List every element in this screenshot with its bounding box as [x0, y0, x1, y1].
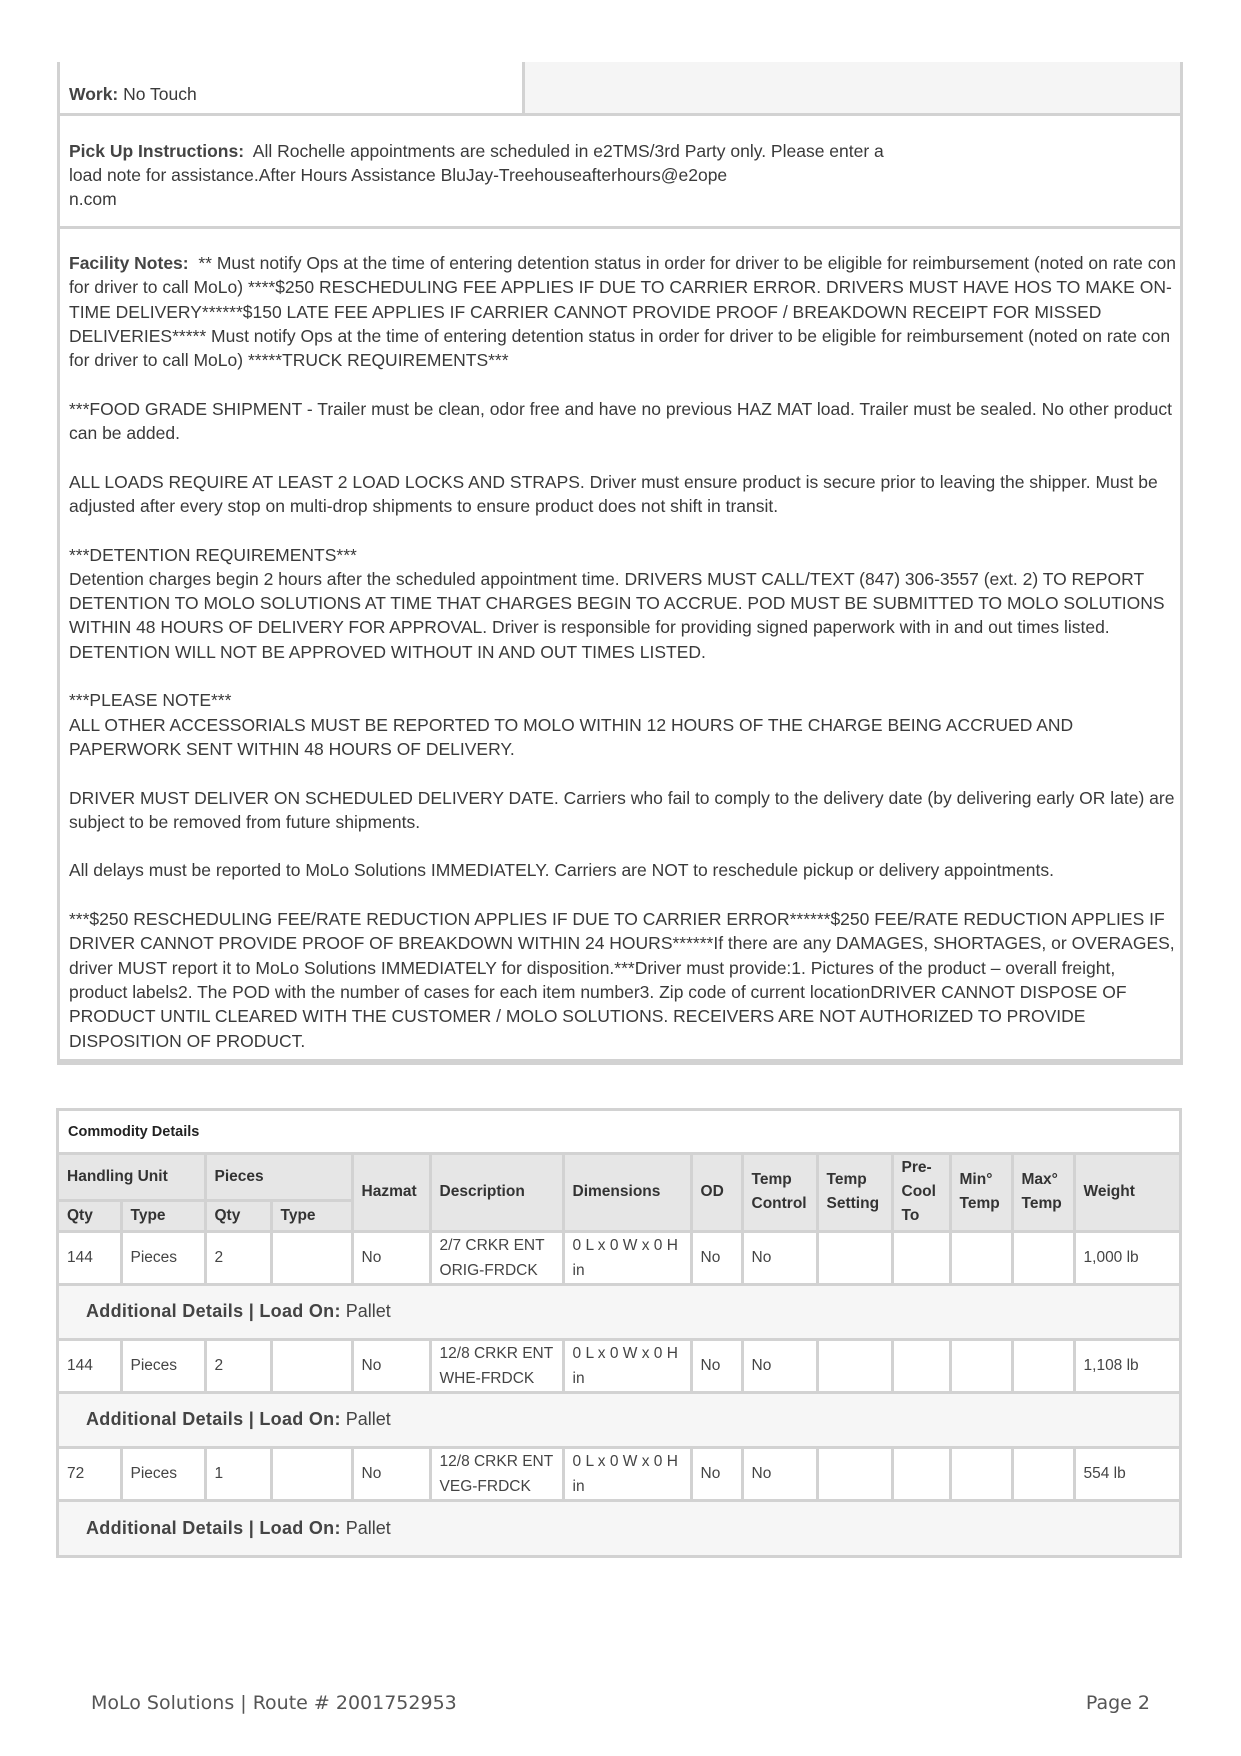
cell-pc-type: [271, 1339, 352, 1392]
cell-od: No: [691, 1447, 742, 1500]
col-handling-unit: Handling Unit: [59, 1155, 205, 1200]
commodity-table: [59, 1155, 1179, 1555]
load-on-value: Pallet: [345, 1517, 391, 1538]
col-od: OD: [691, 1155, 742, 1231]
additional-details-label: Additional Details | Load On:: [86, 1517, 341, 1538]
facility-notes: [60, 229, 1180, 1062]
empty-cell: [525, 62, 1180, 113]
cell-weight: 554 lb: [1074, 1447, 1179, 1500]
col-hu-type: Type: [121, 1200, 205, 1231]
table-row: [59, 1231, 1179, 1284]
additional-details: [59, 1284, 1179, 1339]
additional-details: [59, 1500, 1179, 1555]
cell-pc-type: [271, 1447, 352, 1500]
cell-pc-qty: 2: [205, 1339, 271, 1392]
col-pieces: Pieces: [205, 1155, 352, 1200]
page-number: Page 2: [1085, 1692, 1150, 1714]
cell-pc-qty: 1: [205, 1447, 271, 1500]
work-label: Work:: [69, 84, 119, 104]
col-weight: Weight: [1074, 1155, 1179, 1231]
cell-od: No: [691, 1231, 742, 1284]
facility-text-2: ***FOOD GRADE SHIPMENT - Trailer must be clean, odor free and have no previous HAZ MAT load. Trailer must be sealed. No other product can be added.: [69, 398, 1172, 444]
cell-precool: [892, 1231, 950, 1284]
cell-precool: [892, 1339, 950, 1392]
cell-weight: 1,108 lb: [1074, 1339, 1179, 1392]
cell-min-temp: [950, 1339, 1012, 1392]
cell-hazmat: No: [352, 1231, 430, 1284]
col-temp-control: Temp Control: [742, 1155, 817, 1231]
col-pc-type: Type: [271, 1200, 352, 1231]
col-precool: Pre-Cool To: [892, 1155, 950, 1231]
facility-text-7: All delays must be reported to MoLo Solutions IMMEDIATELY. Carriers are NOT to reschedule pickup or delivery appointments.: [69, 860, 1054, 881]
pickup-line-2: load note for assistance.After Hours Assistance BluJay-Treehouseafterhours@e2ope: [69, 165, 728, 185]
additional-details-row: [59, 1392, 1179, 1447]
facility-label: Facility Notes:: [69, 253, 189, 273]
cell-hazmat: No: [352, 1447, 430, 1500]
facility-text-4a: ***DETENTION REQUIREMENTS***: [69, 544, 357, 565]
col-max-temp: Max° Temp: [1012, 1155, 1074, 1231]
table-row: [59, 1339, 1179, 1392]
facility-text-6: DRIVER MUST DELIVER ON SCHEDULED DELIVERY DATE. Carriers who fail to comply to the delivery date (by delivering early OR late) are subject to be removed from future shipments.: [69, 787, 1175, 832]
cell-min-temp: [950, 1231, 1012, 1284]
pickup-label: Pick Up Instructions:: [69, 141, 245, 161]
col-temp-setting: Temp Setting: [817, 1155, 892, 1231]
cell-temp-setting: [817, 1339, 892, 1392]
cell-precool: [892, 1447, 950, 1500]
cell-hu-qty: 72: [59, 1447, 121, 1500]
cell-hu-qty: 144: [59, 1339, 121, 1392]
col-hazmat: Hazmat: [352, 1155, 430, 1231]
notes-box: [57, 62, 1183, 1065]
cell-hazmat: No: [352, 1339, 430, 1392]
col-description: Description: [430, 1155, 563, 1231]
work-row: [60, 62, 1180, 116]
additional-details-label: Additional Details | Load On:: [86, 1301, 341, 1321]
facility-text-8: ***$250 RESCHEDULING FEE/RATE REDUCTION APPLIES IF DUE TO CARRIER ERROR******$250 FEE/RATE REDUCTION APPLIES IF DRIVER CANNOT PROVIDE PROOF OF BREAKDOWN WITHIN 24 HOURS******If there are any DAMAGES, SHORTAGES, or OVERAGES, driver MUST report it to MoLo Solutions IMMEDIATELY for disposition.***Driver must provide:1. Pictures of the product – overall freight, product labels2. The POD with the number of cases for each item number3. Zip code of current locationDRIVER CANNOT DISPOSE OF PRODUCT UNTIL CLEARED WITH THE CUSTOMER / MOLO SOLUTIONS. RECEIVERS ARE NOT AUTHORIZED TO PROVIDE DISPOSITION OF PRODUCT.: [69, 909, 1175, 1051]
pickup-line-1: [69, 139, 1171, 163]
col-dimensions: Dimensions: [563, 1155, 691, 1231]
cell-weight: 1,000 lb: [1074, 1231, 1179, 1284]
cell-min-temp: [950, 1447, 1012, 1500]
cell-temp-control: No: [742, 1231, 817, 1284]
work-field: [60, 62, 525, 113]
commodity-details-panel: [56, 1108, 1182, 1558]
cell-hu-qty: 144: [59, 1231, 121, 1284]
cell-hu-type: Pieces: [121, 1231, 205, 1284]
facility-text-1: ** Must notify Ops at the time of entering detention status in order for driver to be eligible for reimbursement (noted on rate con for driver to call MoLo) ****$250 RESCHEDULING FEE APPLIES IF DUE TO CARRIER ERROR. DRIVERS MUST HAVE HOS TO MAKE ON-TIME DELIVERY******$150 LATE FEE APPLIES IF CARRIER CANNOT PROVIDE PROOF / BREAKDOWN RECEIPT FOR MISSED DELIVERIES***** Must notify Ops at the time of entering detention status in order for driver to be eligible for reimbursement (noted on rate con for driver to call MoLo) *****TRUCK REQUIREMENTS***: [69, 253, 1176, 371]
cell-temp-setting: [817, 1231, 892, 1284]
cell-description: 12/8 CRKR ENT WHE-FRDCK: [430, 1339, 563, 1392]
facility-text-4b: Detention charges begin 2 hours after the scheduled appointment time. DRIVERS MUST CALL/TEXT (847) 306-3557 (ext. 2) TO REPORT DETENTION TO MOLO SOLUTIONS AT TIME THAT CHARGES BEGIN TO ACCRUE. POD MUST BE SUBMITTED TO MOLO SOLUTIONS WITHIN 48 HOURS OF DELIVERY FOR APPROVAL. Driver is responsible for providing signed paperwork with in and out times listed. DETENTION WILL NOT BE APPROVED WITHOUT IN AND OUT TIMES LISTED.: [69, 568, 1165, 662]
pickup-instructions: [60, 116, 1180, 229]
additional-details-row: [59, 1500, 1179, 1555]
cell-hu-type: Pieces: [121, 1447, 205, 1500]
facility-text-3: ALL LOADS REQUIRE AT LEAST 2 LOAD LOCKS AND STRAPS. Driver must ensure product is secure prior to leaving the shipper. Must be adjusted after every stop on multi-drop shipments to ensure product does not shift in transit.: [69, 471, 1158, 516]
load-on-value: Pallet: [345, 1409, 391, 1429]
facility-text-5b: ALL OTHER ACCESSORIALS MUST BE REPORTED TO MOLO WITHIN 12 HOURS OF THE CHARGE BEING ACCRUED AND PAPERWORK SENT WITHIN 48 HOURS OF DELIVERY.: [69, 714, 1074, 759]
cell-max-temp: [1012, 1339, 1074, 1392]
cell-temp-control: No: [742, 1447, 817, 1500]
cell-max-temp: [1012, 1231, 1074, 1284]
footer-route: MoLo Solutions | Route # 2001752953: [91, 1692, 457, 1714]
cell-temp-control: No: [742, 1339, 817, 1392]
work-value: No Touch: [123, 84, 197, 104]
shipment-notes-panel: [57, 62, 1183, 1065]
header-row-1: [59, 1155, 1179, 1200]
cell-description: 12/8 CRKR ENT VEG-FRDCK: [430, 1447, 563, 1500]
additional-details-label: Additional Details | Load On:: [86, 1409, 341, 1429]
facility-text-5a: ***PLEASE NOTE***: [69, 690, 232, 711]
col-pc-qty: Qty: [205, 1200, 271, 1231]
cell-dimensions: 0 L x 0 W x 0 H in: [563, 1231, 691, 1284]
additional-details-row: [59, 1284, 1179, 1339]
cell-description: 2/7 CRKR ENT ORIG-FRDCK: [430, 1231, 563, 1284]
cell-dimensions: 0 L x 0 W x 0 H in: [563, 1339, 691, 1392]
cell-max-temp: [1012, 1447, 1074, 1500]
facility-paragraph: [69, 251, 1176, 372]
load-on-value: Pallet: [345, 1301, 391, 1321]
additional-details: [59, 1392, 1179, 1447]
col-min-temp: Min° Temp: [950, 1155, 1012, 1231]
cell-dimensions: 0 L x 0 W x 0 H in: [563, 1447, 691, 1500]
pickup-line-3: n.com: [69, 189, 117, 209]
cell-pc-qty: 2: [205, 1231, 271, 1284]
cell-hu-type: Pieces: [121, 1339, 205, 1392]
cell-od: No: [691, 1339, 742, 1392]
table-row: [59, 1447, 1179, 1500]
cell-pc-type: [271, 1231, 352, 1284]
commodity-title: Commodity Details: [59, 1111, 1179, 1155]
pickup-text-1: All Rochelle appointments are scheduled in e2TMS/3rd Party only. Please enter a: [252, 141, 884, 161]
cell-temp-setting: [817, 1447, 892, 1500]
col-hu-qty: Qty: [59, 1200, 121, 1231]
